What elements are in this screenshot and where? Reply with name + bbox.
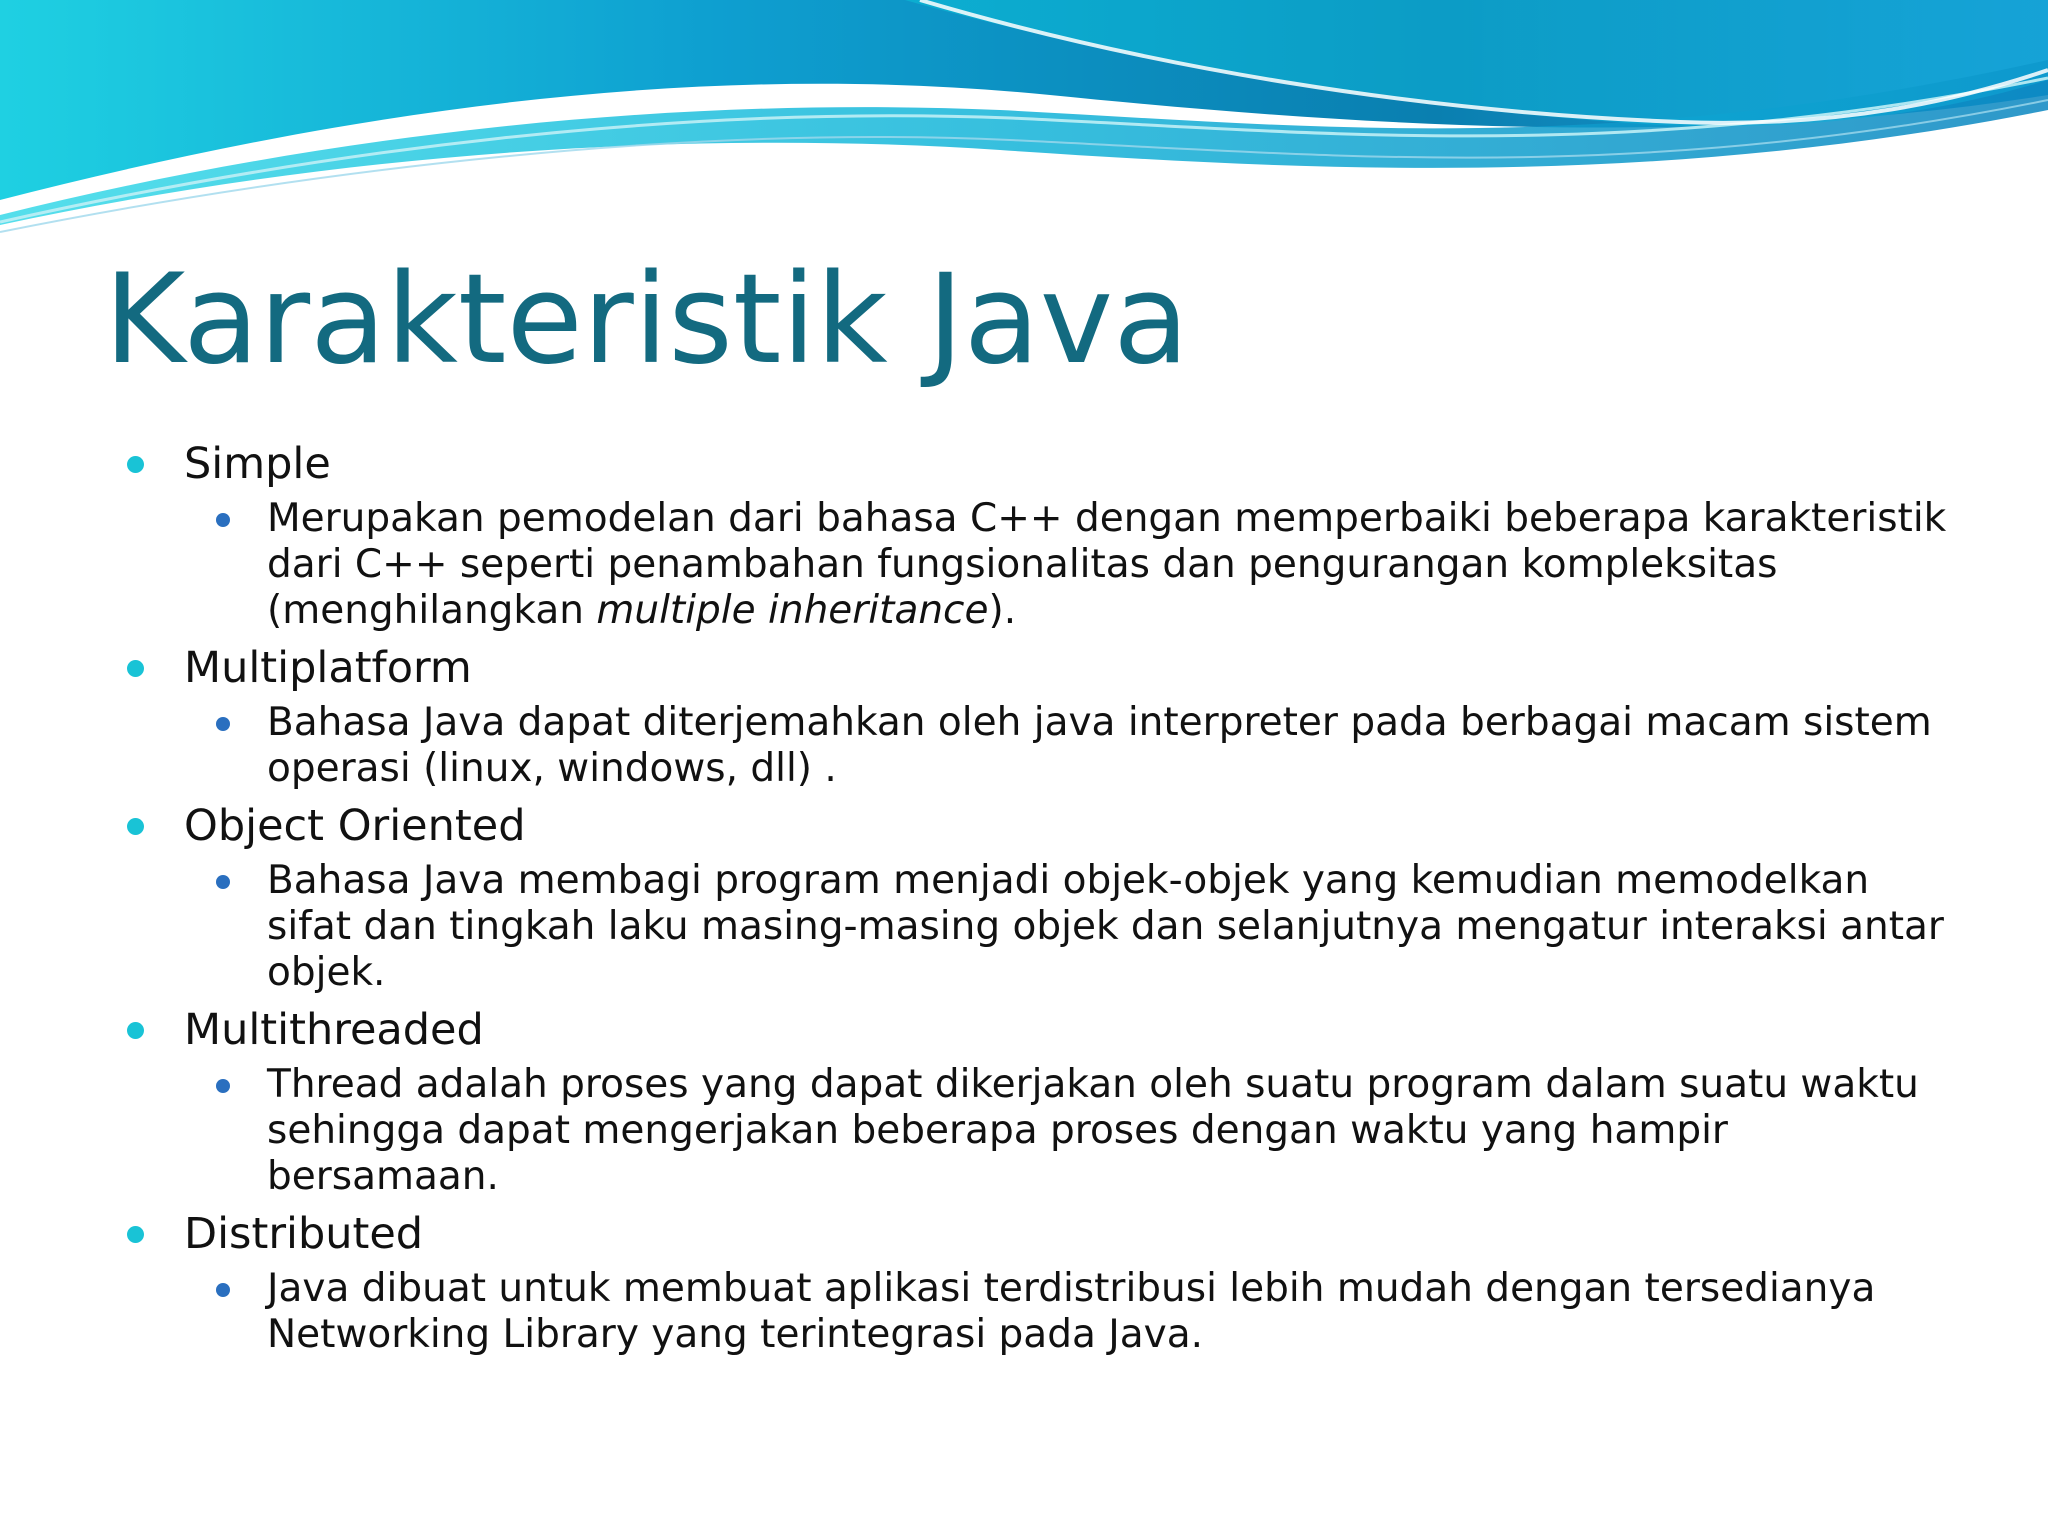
list-item xyxy=(0,436,2048,634)
slide-title: Karakteristik Java xyxy=(104,248,1190,392)
detail-line: Bahasa Java dapat diterjemahkan oleh java interpreter pada berbagai macam sistem xyxy=(267,700,1932,745)
detail-text: ). xyxy=(988,588,1017,633)
bullet-detail xyxy=(0,858,2048,996)
bullet-dot-icon xyxy=(127,456,144,473)
bullet-heading xyxy=(0,640,2048,696)
bullet-heading xyxy=(0,798,2048,854)
bullet-heading-text: Multithreaded xyxy=(184,1005,484,1055)
sub-bullet-dot-icon xyxy=(216,1283,230,1297)
bullet-heading xyxy=(0,1206,2048,1262)
sub-bullet-dot-icon xyxy=(216,875,230,889)
bullet-detail xyxy=(0,700,2048,792)
bullet-dot-icon xyxy=(127,1226,144,1243)
detail-text: (menghilangkan xyxy=(267,588,597,633)
detail-line: sifat dan tingkah laku masing-masing objek dan selanjutnya mengatur interaksi antar xyxy=(267,904,1944,949)
detail-line: Thread adalah proses yang dapat dikerjakan oleh suatu program dalam suatu waktu xyxy=(267,1062,1919,1107)
list-item xyxy=(0,1206,2048,1358)
detail-line: Merupakan pemodelan dari bahasa C++ dengan memperbaiki beberapa karakteristik xyxy=(267,496,1947,541)
bullet-list xyxy=(0,436,2048,1364)
bullet-heading xyxy=(0,436,2048,492)
bullet-detail xyxy=(0,496,2048,634)
detail-italic-text: multiple inheritance xyxy=(596,588,989,633)
list-item xyxy=(0,1002,2048,1200)
sub-bullet-dot-icon xyxy=(216,513,230,527)
list-item xyxy=(0,798,2048,996)
detail-line: operasi (linux, windows, dll) . xyxy=(267,746,837,791)
sub-bullet-dot-icon xyxy=(216,1079,230,1093)
bullet-detail xyxy=(0,1062,2048,1200)
detail-line: Networking Library yang terintegrasi pada Java. xyxy=(267,1312,1204,1357)
bullet-dot-icon xyxy=(127,660,144,677)
bullet-heading-text: Multiplatform xyxy=(184,643,472,693)
detail-line xyxy=(267,588,1988,634)
sub-bullet-dot-icon xyxy=(216,717,230,731)
detail-line: Bahasa Java membagi program menjadi objek-objek yang kemudian memodelkan xyxy=(267,858,1870,903)
header-wave-decoration xyxy=(0,0,2048,240)
detail-line: bersamaan. xyxy=(267,1154,499,1199)
list-item xyxy=(0,640,2048,792)
detail-line: Java dibuat untuk membuat aplikasi terdistribusi lebih mudah dengan tersedianya xyxy=(267,1266,1876,1311)
bullet-dot-icon xyxy=(127,1022,144,1039)
bullet-dot-icon xyxy=(127,818,144,835)
bullet-heading-text: Distributed xyxy=(184,1209,424,1259)
detail-line: dari C++ seperti penambahan fungsionalitas dan pengurangan kompleksitas xyxy=(267,542,1778,587)
bullet-detail xyxy=(0,1266,2048,1358)
bullet-heading xyxy=(0,1002,2048,1058)
detail-line: sehingga dapat mengerjakan beberapa proses dengan waktu yang hampir xyxy=(267,1108,1728,1153)
detail-line: objek. xyxy=(267,950,386,995)
bullet-heading-text: Simple xyxy=(184,439,331,489)
bullet-heading-text: Object Oriented xyxy=(184,801,526,851)
